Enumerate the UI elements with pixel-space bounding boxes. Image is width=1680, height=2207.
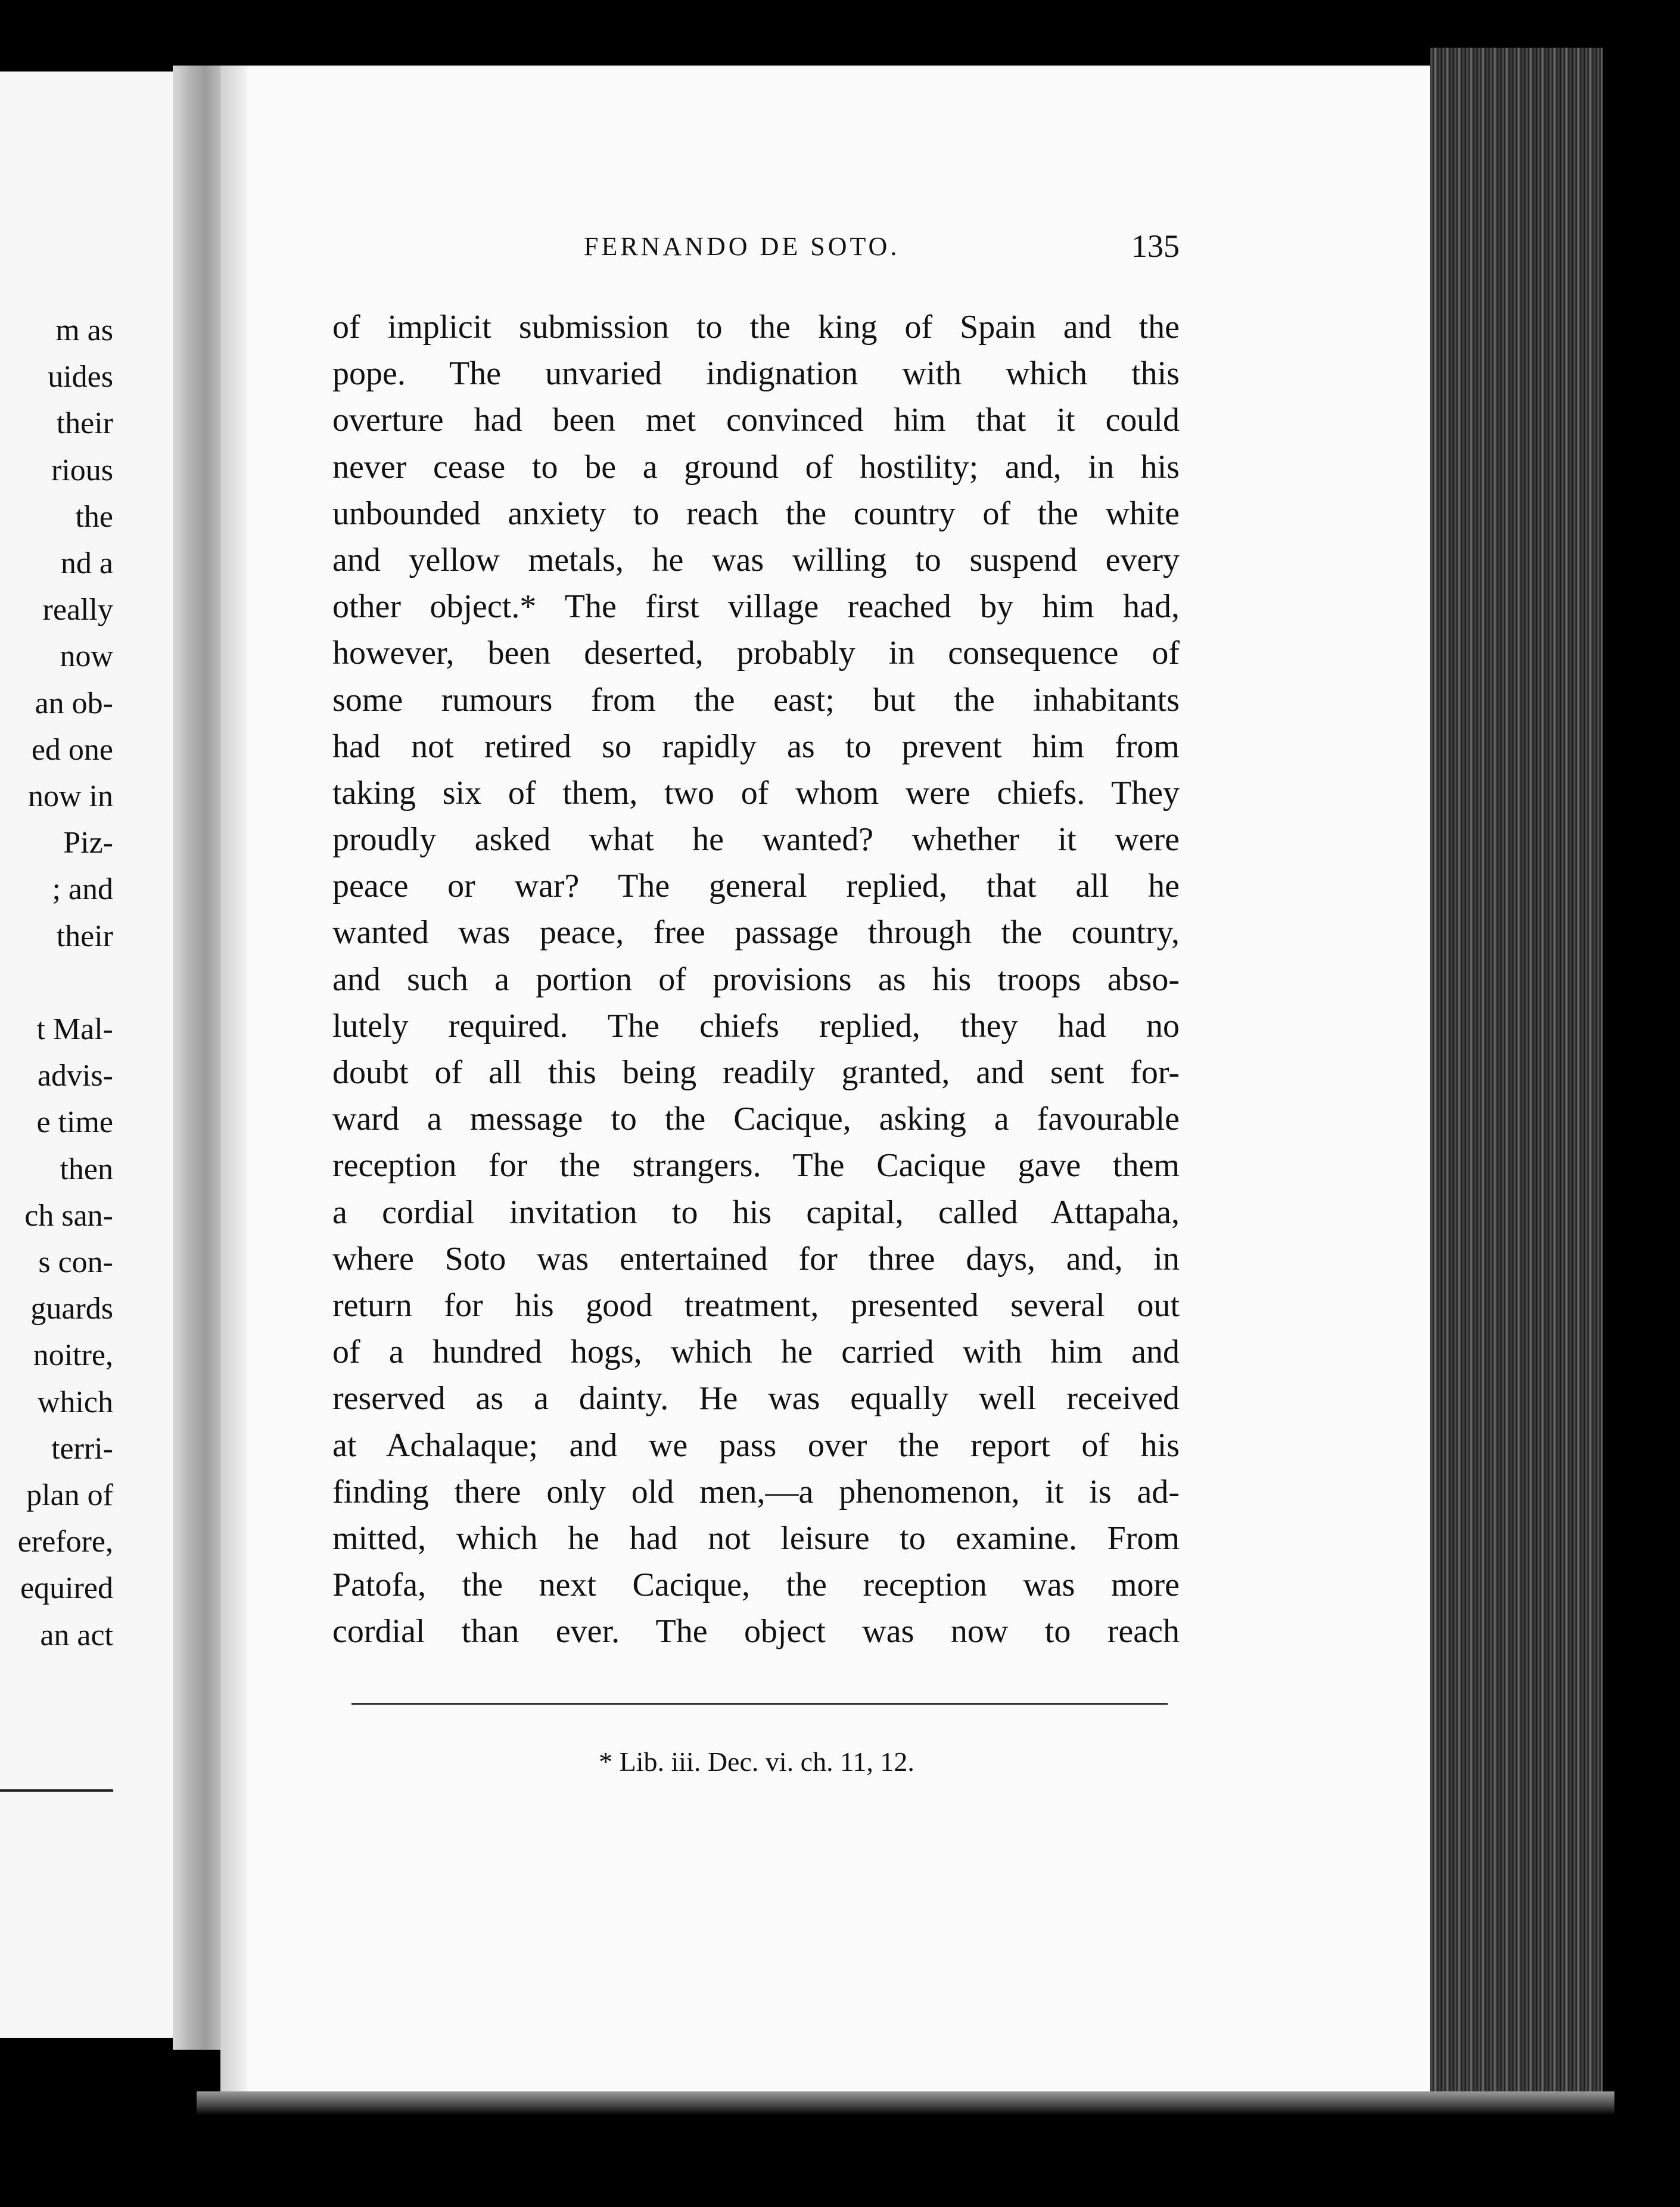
- body-line: peace or war? The general replied, that all he: [332, 868, 1180, 905]
- left-page-line: erefore,: [17, 1525, 113, 1559]
- book-fore-edge: [1430, 48, 1609, 2103]
- body-line: however, been deserted, probably in consequence of: [332, 635, 1180, 672]
- page-number: 135: [1131, 228, 1180, 264]
- left-page-line: really: [42, 593, 113, 627]
- running-head-title: FERNANDO DE SOTO.: [584, 232, 900, 261]
- body-line: mitted, which he had not leisure to examine. From: [332, 1519, 1180, 1557]
- body-line: wanted was peace, free passage through the country,: [332, 914, 1180, 952]
- left-page-line: s con-: [38, 1245, 113, 1279]
- left-page-line: which: [37, 1385, 113, 1419]
- body-line: doubt of all this being readily granted, and sent for-: [332, 1054, 1180, 1091]
- left-page-line: noitre,: [33, 1338, 113, 1373]
- left-page-line: the: [75, 499, 113, 534]
- left-page-line: m as: [55, 313, 113, 347]
- left-page-line: their: [56, 406, 113, 441]
- left-page-line: rious: [51, 453, 113, 487]
- body-line: of implicit submission to the king of Spain and the: [332, 309, 1180, 346]
- left-page-line: an act: [40, 1618, 113, 1652]
- body-line: had not retired so rapidly as to prevent him from: [332, 728, 1180, 765]
- body-line: Patofa, the next Cacique, the reception was more: [332, 1566, 1180, 1604]
- body-line: proudly asked what he wanted? whether it were: [332, 821, 1180, 859]
- left-page-line: uides: [48, 360, 113, 394]
- left-page-line: now in: [28, 779, 113, 813]
- body-line: cordial than ever. The object was now to reach: [332, 1613, 1180, 1650]
- body-line: other object.* The first village reached by him had,: [332, 588, 1180, 626]
- left-page-line: ed one: [31, 732, 113, 767]
- body-line: overture had been met convinced him that it could: [332, 402, 1180, 439]
- book-gutter: [173, 66, 226, 2050]
- footnote-rule: [351, 1703, 1168, 1705]
- left-footnote-rule: [0, 1789, 113, 1792]
- page-curve-shadow: [220, 66, 247, 2103]
- left-page-line: now: [60, 639, 113, 674]
- body-line: lutely required. The chiefs replied, they had no: [332, 1007, 1180, 1045]
- left-page-line: e time: [36, 1105, 113, 1140]
- scan-background: [1603, 36, 1680, 2207]
- left-page-line: Piz-: [63, 826, 113, 860]
- left-page-line: terri-: [51, 1431, 113, 1466]
- body-line: and such a portion of provisions as his troops abso-: [332, 960, 1180, 998]
- left-page-line: an ob-: [35, 686, 113, 720]
- body-line: reserved as a dainty. He was equally well received: [332, 1380, 1180, 1418]
- left-page-line: guards: [30, 1292, 113, 1326]
- body-line: where Soto was entertained for three days, and, in: [332, 1240, 1180, 1277]
- left-page-line: equired: [20, 1571, 113, 1606]
- body-line: taking six of them, two of whom were chiefs. They: [332, 774, 1180, 812]
- left-page-line: their: [56, 919, 113, 953]
- left-page-line: advis-: [37, 1059, 113, 1093]
- body-line: reception for the strangers. The Cacique gave them: [332, 1147, 1180, 1185]
- left-page-line: t Mal-: [36, 1012, 113, 1046]
- book-bottom-edge: [197, 2091, 1614, 2115]
- body-text: [332, 304, 1180, 1655]
- running-head: [334, 228, 1180, 273]
- body-line: of a hundred hogs, which he carried with him and: [332, 1333, 1180, 1371]
- body-line: never cease to be a ground of hostility; and, in his: [332, 448, 1180, 486]
- body-line: finding there only old men,—a phenomenon, it is ad-: [332, 1473, 1180, 1510]
- left-page-line: ch san-: [24, 1198, 113, 1233]
- body-line: a cordial invitation to his capital, called Attapaha,: [332, 1193, 1180, 1231]
- left-page-line: nd a: [60, 546, 113, 580]
- footnote: * Lib. iii. Dec. vi. ch. 11, 12.: [599, 1746, 914, 1777]
- body-line: and yellow metals, he was willing to suspend every: [332, 541, 1180, 579]
- left-page-line: then: [60, 1152, 113, 1186]
- left-page-line: plan of: [26, 1478, 113, 1512]
- body-line: pope. The unvaried indignation with which this: [332, 355, 1180, 393]
- body-line: unbounded anxiety to reach the country of the white: [332, 495, 1180, 532]
- body-line: some rumours from the east; but the inhabitants: [332, 681, 1180, 719]
- left-page-line: ; and: [52, 872, 113, 907]
- body-line: return for his good treatment, presented several out: [332, 1286, 1180, 1324]
- body-line: ward a message to the Cacique, asking a favourable: [332, 1101, 1180, 1138]
- body-line: at Achalaque; and we pass over the report of his: [332, 1426, 1180, 1464]
